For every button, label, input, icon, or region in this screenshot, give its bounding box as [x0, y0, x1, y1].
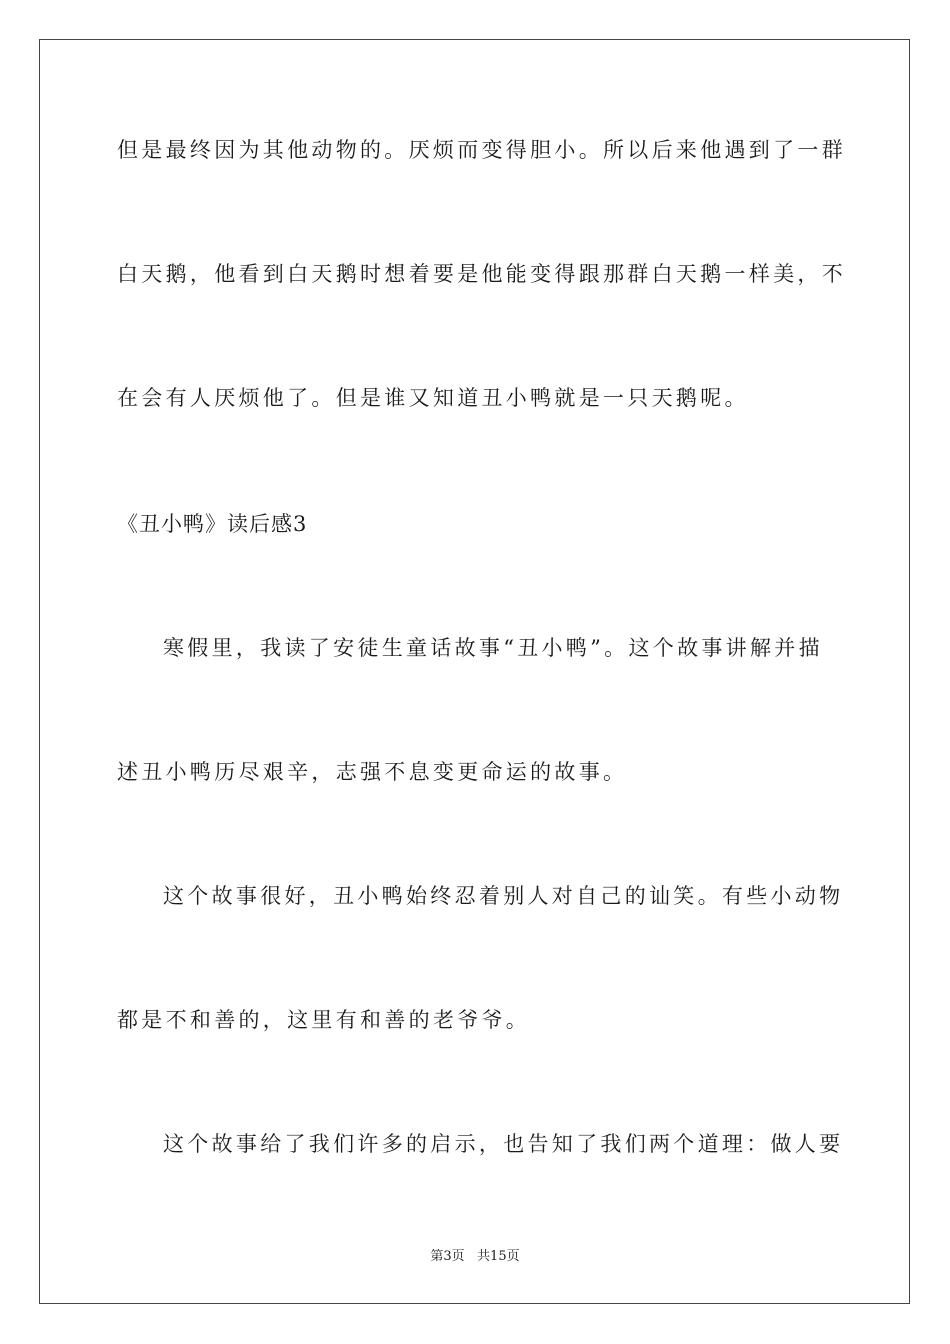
body-text-line: 在会有人厌烦他了。但是谁又知道丑小鸭就是一只天鹅呢。	[117, 386, 749, 410]
paragraph-first-line: 这个故事很好，丑小鸭始终忍着别人对自己的讪笑。有些小动物	[163, 884, 844, 908]
paragraph-first-line: 这个故事给了我们许多的启示，也告知了我们两个道理：做人要	[163, 1132, 844, 1156]
body-text-line: 白天鹅，他看到白天鹅时想着要是他能变得跟那群白天鹅一样美，不	[117, 262, 846, 286]
paragraph-first-line: 寒假里，我读了安徒生童话故事“丑小鸭”。这个故事讲解并描	[163, 636, 823, 660]
body-text-line: 述丑小鸭历尽艰辛，志强不息变更命运的故事。	[117, 760, 628, 784]
page-number-footer: 第3页 共15页	[430, 1249, 520, 1264]
body-text-line: 都是不和善的，这里有和善的老爷爷。	[117, 1008, 531, 1032]
section-heading: 《丑小鸭》读后感3	[117, 512, 308, 536]
page-border	[39, 39, 910, 1304]
body-text-line: 但是最终因为其他动物的。厌烦而变得胆小。所以后来他遇到了一群	[117, 138, 846, 162]
